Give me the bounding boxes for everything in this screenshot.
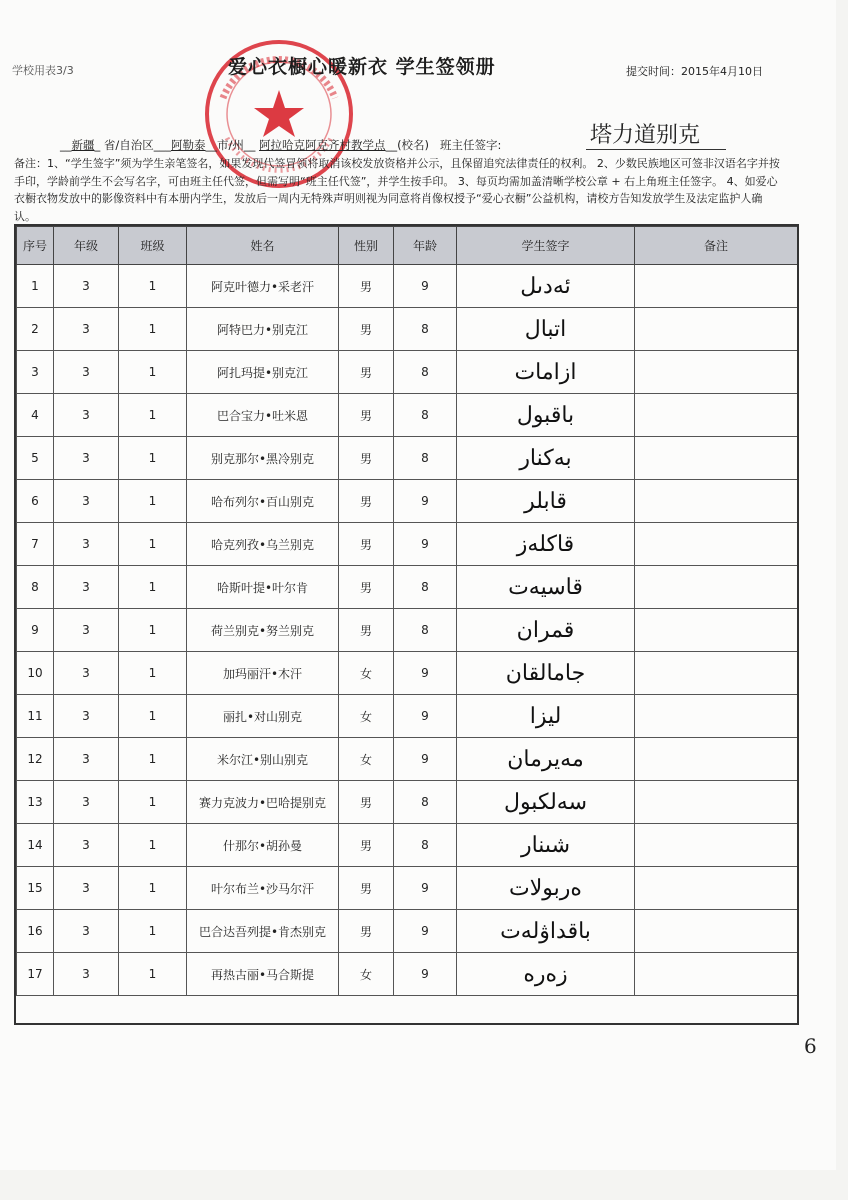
cell-class: 1 — [119, 953, 187, 996]
table-row — [17, 781, 798, 824]
cell-name: 什那尔•胡孙曼 — [187, 824, 339, 867]
cell-remarks — [635, 824, 798, 867]
cell-age: 9 — [394, 953, 457, 996]
table-row — [17, 824, 798, 867]
cell-name: 阿克叶德力•采老汗 — [187, 265, 339, 308]
cell-grade: 3 — [54, 867, 119, 910]
cell-age: 9 — [394, 652, 457, 695]
cell-grade: 3 — [54, 652, 119, 695]
cell-class: 1 — [119, 867, 187, 910]
cell-gender: 男 — [339, 351, 394, 394]
cell-index: 13 — [17, 781, 54, 824]
cell-grade: 3 — [54, 265, 119, 308]
cell-age: 9 — [394, 695, 457, 738]
roster-body — [17, 265, 798, 996]
table-row — [17, 308, 798, 351]
cell-gender: 男 — [339, 523, 394, 566]
cell-name: 加玛丽汗•木汗 — [187, 652, 339, 695]
cell-signature: ەربولات — [457, 867, 635, 910]
table-row — [17, 738, 798, 781]
cell-signature: قاكلەز — [457, 523, 635, 566]
province-suffix: 省/自治区 — [103, 138, 154, 152]
cell-signature: بەكنار — [457, 437, 635, 480]
cell-index: 14 — [17, 824, 54, 867]
cell-remarks — [635, 265, 798, 308]
student-roster-table — [16, 226, 798, 996]
cell-index: 8 — [17, 566, 54, 609]
col-header-age: 年龄 — [394, 227, 457, 265]
table-row — [17, 480, 798, 523]
province-value: 新疆 — [71, 138, 95, 152]
page-mark: 6 — [804, 1034, 817, 1058]
cell-remarks — [635, 394, 798, 437]
cell-name: 阿特巴力•别克江 — [187, 308, 339, 351]
cell-name: 哈布列尔•百山别克 — [187, 480, 339, 523]
school-suffix: (校名) — [397, 138, 430, 152]
cell-signature: باقبول — [457, 394, 635, 437]
cell-grade: 3 — [54, 738, 119, 781]
cell-signature: زەرە — [457, 953, 635, 996]
cell-gender: 女 — [339, 953, 394, 996]
cell-age: 8 — [394, 394, 457, 437]
table-row — [17, 265, 798, 308]
cell-remarks — [635, 437, 798, 480]
cell-gender: 男 — [339, 867, 394, 910]
cell-age: 9 — [394, 265, 457, 308]
cell-signature: شىنار — [457, 824, 635, 867]
cell-remarks — [635, 781, 798, 824]
cell-name: 别克那尔•黑冷别克 — [187, 437, 339, 480]
cell-index: 2 — [17, 308, 54, 351]
cell-name: 巴合达吾列提•肯杰别克 — [187, 910, 339, 953]
cell-remarks — [635, 695, 798, 738]
cell-age: 8 — [394, 351, 457, 394]
form-id: 学校用表3/3 — [12, 64, 74, 77]
cell-age: 8 — [394, 437, 457, 480]
cell-index: 15 — [17, 867, 54, 910]
cell-gender: 男 — [339, 265, 394, 308]
cell-remarks — [635, 652, 798, 695]
col-header-gender: 性别 — [339, 227, 394, 265]
cell-signature: قاسيەت — [457, 566, 635, 609]
col-header-remarks: 备注 — [635, 227, 798, 265]
cell-grade: 3 — [54, 308, 119, 351]
cell-remarks — [635, 867, 798, 910]
cell-remarks — [635, 480, 798, 523]
cell-index: 4 — [17, 394, 54, 437]
table-row — [17, 394, 798, 437]
cell-index: 3 — [17, 351, 54, 394]
cell-grade: 3 — [54, 394, 119, 437]
cell-class: 1 — [119, 652, 187, 695]
col-header-grade: 年级 — [54, 227, 119, 265]
cell-grade: 3 — [54, 824, 119, 867]
cell-gender: 男 — [339, 308, 394, 351]
cell-remarks — [635, 609, 798, 652]
cell-signature: ليزا — [457, 695, 635, 738]
teacher-signature-label: 班主任签字: — [440, 138, 502, 152]
cell-index: 9 — [17, 609, 54, 652]
cell-gender: 男 — [339, 824, 394, 867]
cell-class: 1 — [119, 695, 187, 738]
cell-index: 10 — [17, 652, 54, 695]
cell-signature: سەلكبول — [457, 781, 635, 824]
cell-gender: 女 — [339, 738, 394, 781]
cell-remarks — [635, 308, 798, 351]
cell-gender: 女 — [339, 652, 394, 695]
submit-time: 提交时间：2015年4月10日 — [626, 65, 763, 78]
cell-grade: 3 — [54, 910, 119, 953]
cell-remarks — [635, 910, 798, 953]
table-row — [17, 351, 798, 394]
cell-name: 哈克列孜•乌兰别克 — [187, 523, 339, 566]
city-suffix: 市/州 — [217, 138, 244, 152]
col-header-class: 班级 — [119, 227, 187, 265]
cell-grade: 3 — [54, 609, 119, 652]
cell-signature: ازامات — [457, 351, 635, 394]
table-row — [17, 523, 798, 566]
cell-grade: 3 — [54, 566, 119, 609]
cell-name: 巴合宝力•吐米恩 — [187, 394, 339, 437]
cell-remarks — [635, 351, 798, 394]
cell-gender: 男 — [339, 910, 394, 953]
cell-name: 米尔江•别山别克 — [187, 738, 339, 781]
cell-age: 8 — [394, 566, 457, 609]
cell-grade: 3 — [54, 437, 119, 480]
cell-class: 1 — [119, 308, 187, 351]
cell-index: 12 — [17, 738, 54, 781]
cell-name: 再热古丽•马合斯提 — [187, 953, 339, 996]
cell-grade: 3 — [54, 953, 119, 996]
col-header-name: 姓名 — [187, 227, 339, 265]
col-header-signature: 学生签字 — [457, 227, 635, 265]
cell-remarks — [635, 566, 798, 609]
cell-age: 9 — [394, 480, 457, 523]
cell-gender: 男 — [339, 394, 394, 437]
table-row — [17, 437, 798, 480]
cell-grade: 3 — [54, 781, 119, 824]
cell-signature: مەيرمان — [457, 738, 635, 781]
cell-index: 6 — [17, 480, 54, 523]
table-row — [17, 609, 798, 652]
cell-class: 1 — [119, 738, 187, 781]
cell-class: 1 — [119, 480, 187, 523]
cell-class: 1 — [119, 351, 187, 394]
cell-grade: 3 — [54, 480, 119, 523]
cell-signature: ئەدىل — [457, 265, 635, 308]
cell-name: 叶尔布兰•沙马尔汗 — [187, 867, 339, 910]
table-row — [17, 566, 798, 609]
cell-name: 荷兰别克•努兰别克 — [187, 609, 339, 652]
cell-age: 8 — [394, 824, 457, 867]
cell-signature: باقداۋلەت — [457, 910, 635, 953]
cell-age: 9 — [394, 867, 457, 910]
table-row — [17, 695, 798, 738]
col-header-index: 序号 — [17, 227, 54, 265]
table-header-row — [17, 227, 798, 265]
city-value: 阿勒泰 — [171, 138, 206, 152]
cell-class: 1 — [119, 781, 187, 824]
cell-grade: 3 — [54, 695, 119, 738]
cell-class: 1 — [119, 523, 187, 566]
cell-class: 1 — [119, 609, 187, 652]
cell-class: 1 — [119, 566, 187, 609]
cell-signature: قابلر — [457, 480, 635, 523]
school-info-line: __新疆_ 省/自治区___阿勒泰__市/州__ 阿拉哈克阿克齐村教学点__(校名) 班主任签字: — [60, 138, 502, 152]
cell-remarks — [635, 738, 798, 781]
table-row — [17, 910, 798, 953]
cell-age: 8 — [394, 308, 457, 351]
cell-remarks — [635, 953, 798, 996]
county-value: 阿拉哈克 — [259, 138, 306, 152]
cell-age: 8 — [394, 781, 457, 824]
cell-gender: 女 — [339, 695, 394, 738]
cell-class: 1 — [119, 265, 187, 308]
cell-gender: 男 — [339, 437, 394, 480]
cell-class: 1 — [119, 394, 187, 437]
cell-gender: 男 — [339, 781, 394, 824]
cell-index: 11 — [17, 695, 54, 738]
cell-name: 丽扎•对山别克 — [187, 695, 339, 738]
page-title: 爱心衣橱心暖新衣 学生签领册 — [228, 56, 496, 78]
cell-signature: اتبال — [457, 308, 635, 351]
cell-index: 17 — [17, 953, 54, 996]
teacher-signature: 塔力道别克 — [586, 118, 726, 150]
cell-index: 5 — [17, 437, 54, 480]
school-value: 阿克齐村教学点 — [305, 138, 386, 152]
cell-age: 8 — [394, 609, 457, 652]
table-row — [17, 652, 798, 695]
cell-age: 9 — [394, 910, 457, 953]
cell-name: 哈斯叶提•叶尔肯 — [187, 566, 339, 609]
notes-text: 备注：1、“学生签字”须为学生亲笔签名，如果发现代签冒领将取消该校发放资格并公示，且保留追究法律责任的权利。 2、少数民族地区可签非汉语名字并按手印，学龄前学生不会写名字，可由班主任代签，但需写明“班主任代签”，并学生按手印。 3、每页均需加盖清晰学校公章 + 右上角班主任签字。 4、如爱心衣橱衣物发放中的影像资料中有本册内学生，发放后一周内无特殊声明则视为同意将肖像权授予“爱心衣橱”公益机构，请校方告知发放学生及法定监护人确认。 — [14, 157, 780, 223]
cell-index: 1 — [17, 265, 54, 308]
cell-index: 7 — [17, 523, 54, 566]
cell-signature: جامالقان — [457, 652, 635, 695]
cell-gender: 男 — [339, 609, 394, 652]
table-row — [17, 867, 798, 910]
cell-class: 1 — [119, 910, 187, 953]
cell-remarks — [635, 523, 798, 566]
cell-index: 16 — [17, 910, 54, 953]
cell-name: 赛力克波力•巴哈提别克 — [187, 781, 339, 824]
cell-gender: 男 — [339, 566, 394, 609]
cell-age: 9 — [394, 523, 457, 566]
cell-class: 1 — [119, 824, 187, 867]
table-row — [17, 953, 798, 996]
cell-gender: 男 — [339, 480, 394, 523]
cell-grade: 3 — [54, 351, 119, 394]
cell-grade: 3 — [54, 523, 119, 566]
cell-signature: قمران — [457, 609, 635, 652]
cell-class: 1 — [119, 437, 187, 480]
cell-name: 阿扎玛提•别克江 — [187, 351, 339, 394]
cell-age: 9 — [394, 738, 457, 781]
